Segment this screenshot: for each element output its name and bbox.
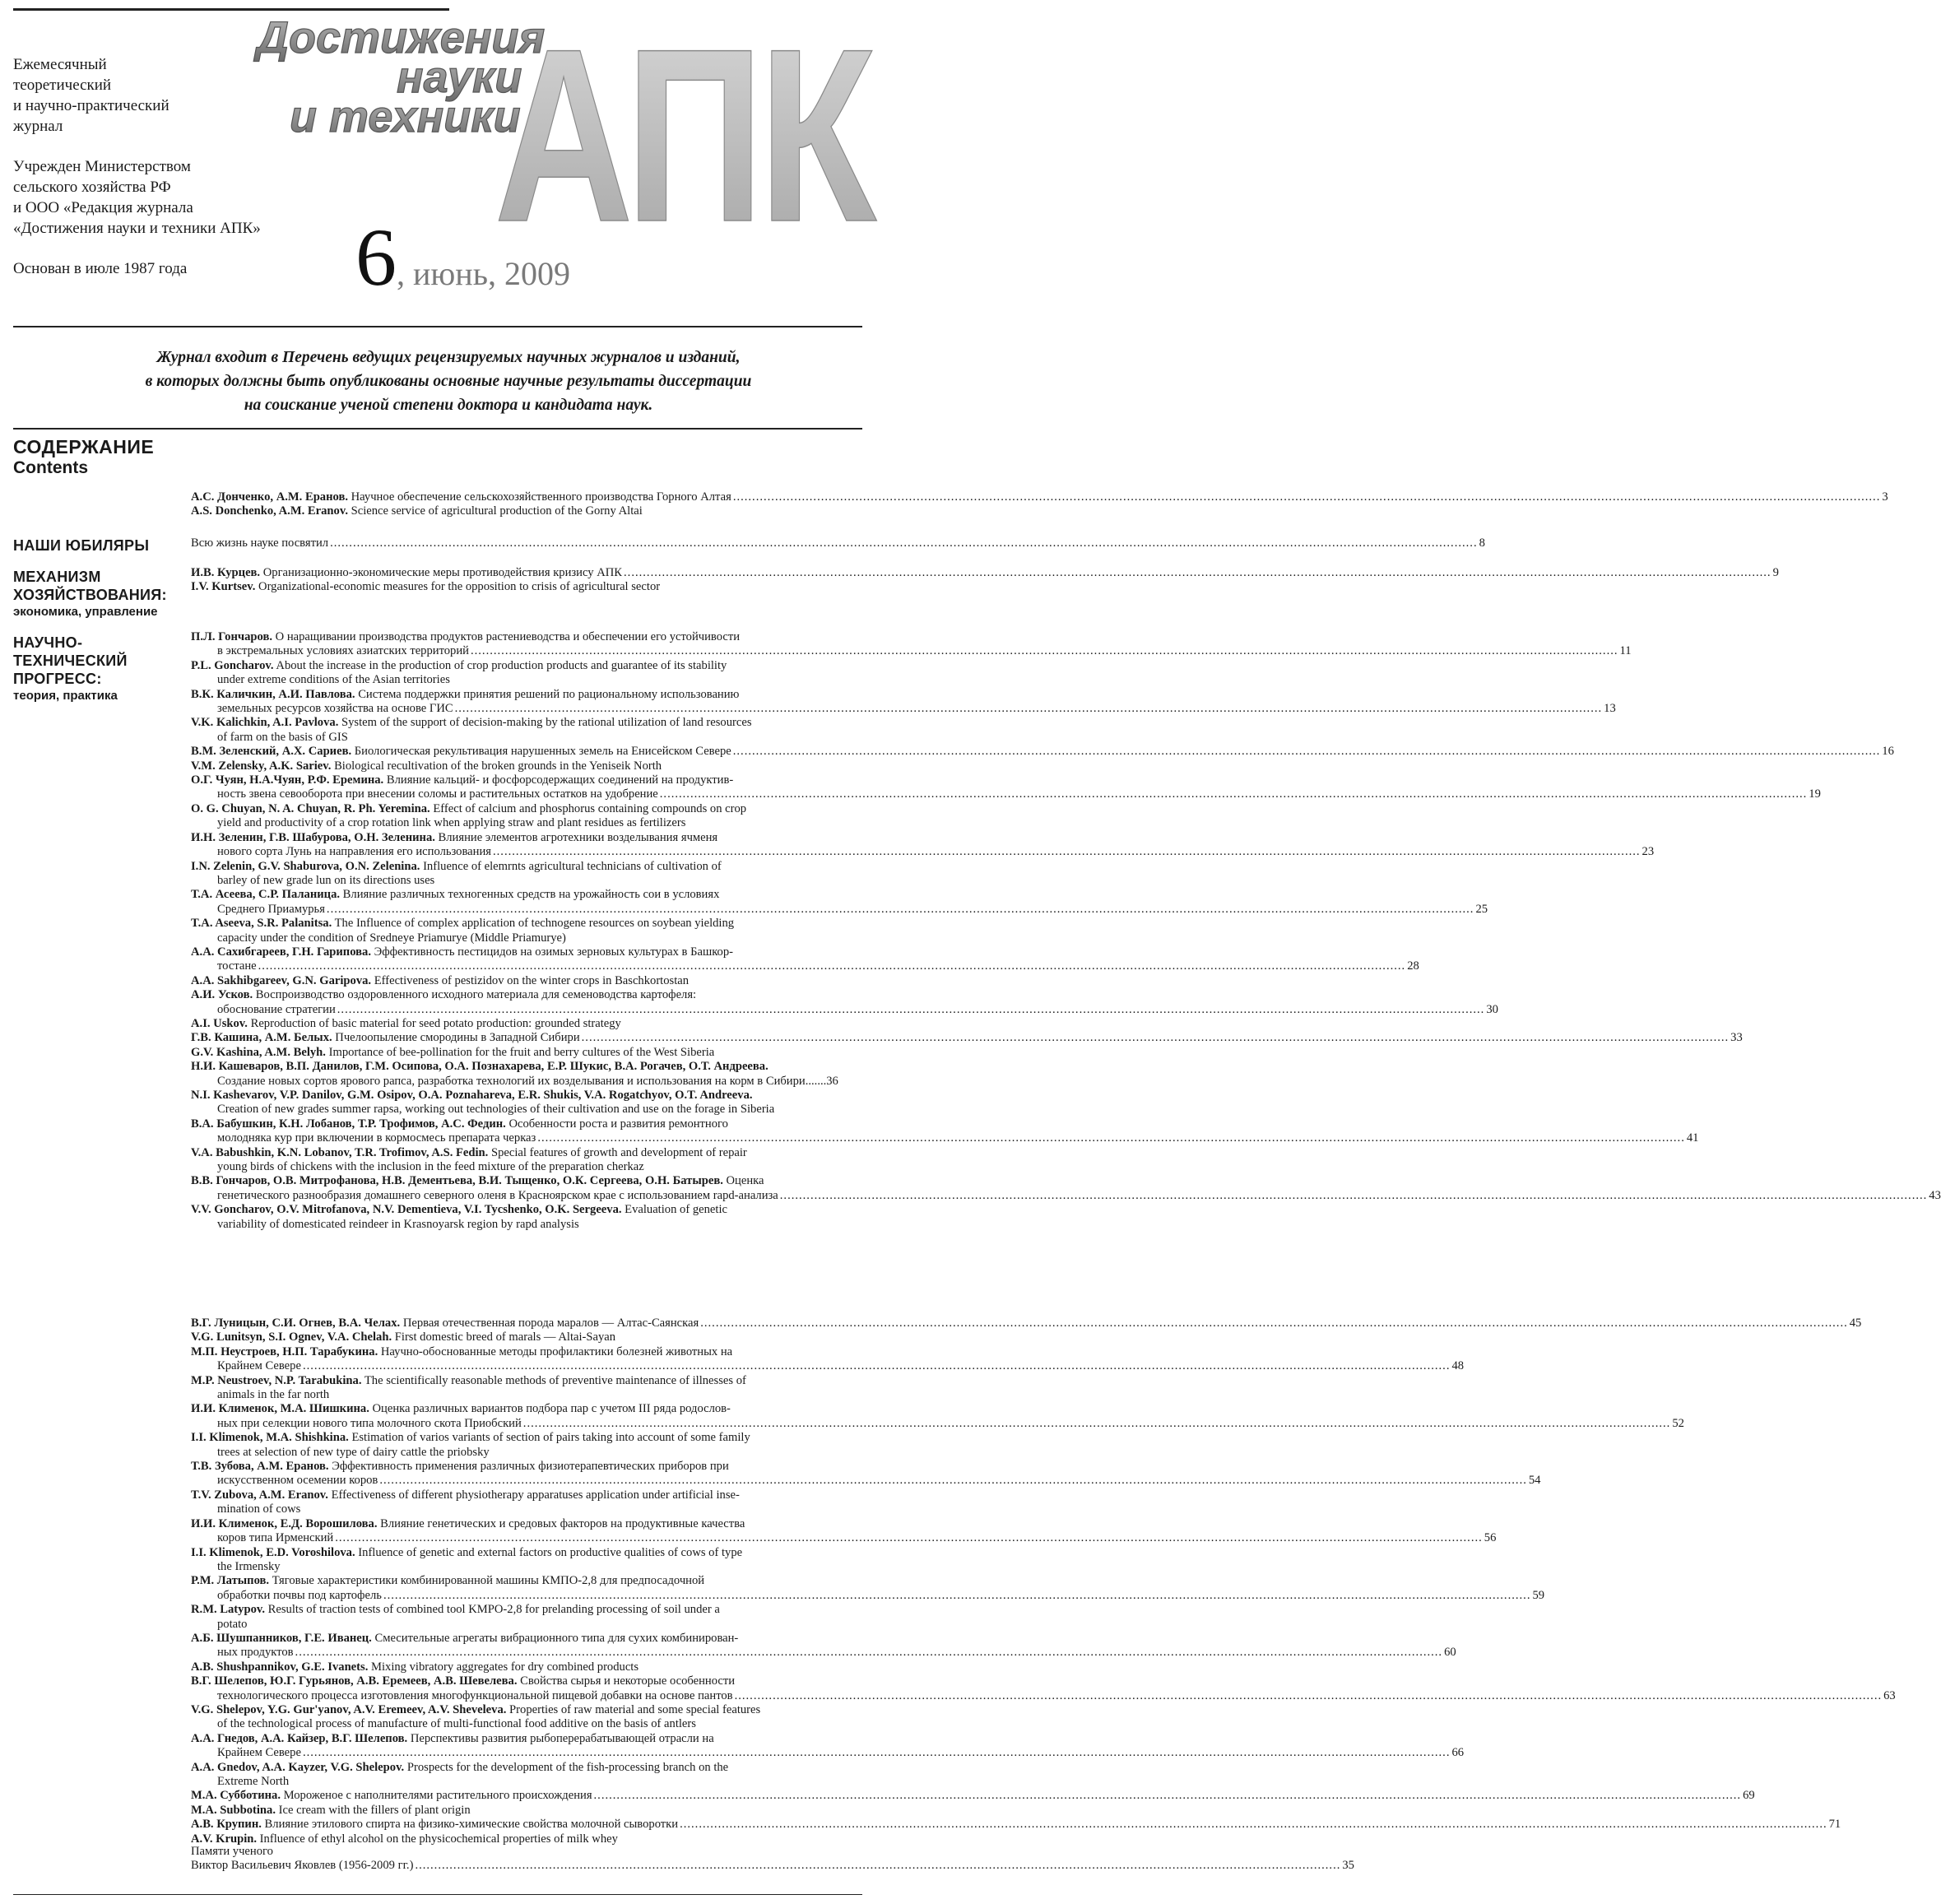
entry-title-en: Evaluation of genetic: [621, 1203, 727, 1217]
entry-authors: А.В. Крупин.: [191, 1818, 262, 1832]
toc-entry[interactable]: А.В. Крупин. Влияние этилового спирта на физико-химические свойства молочной сыворотки ............................................................................................................................................................................................................................................................................................................ 71 A.V. Krupin. Influence of ethyl alcohol on the physicochemical properties of milk whey: [191, 1818, 1841, 1846]
entry-title: Первая отечественная порода маралов — Алтас-Саянская: [400, 1317, 699, 1330]
masthead-line2: науки: [397, 53, 522, 102]
issue-info: [355, 210, 570, 304]
entry-title-en-cont: variability of domesticated reindeer in Krasnoyarsk region by rapd analysis: [217, 1217, 579, 1231]
entry-title-en: System of the support of decision-making by the rational utilization of land resources: [338, 716, 752, 730]
toc-entry[interactable]: Всю жизнь науке посвятил ............................................................................................................................................................................................................................................................................................................ 8: [191, 536, 1485, 550]
entry-page: 56: [1484, 1531, 1497, 1545]
entry-authors-en: A.B. Shushpannikov, G.E. Ivanets.: [191, 1660, 369, 1674]
entry-authors: О.Г. Чуян, Н.А.Чуян, Р.Ф. Еремина.: [191, 773, 384, 787]
entry-title-cont: в экстремальных условиях азиатских территорий: [217, 644, 469, 658]
entry-title-cont: тостане: [217, 959, 257, 973]
entry-title-cont: технологического процесса изготовления многофункциональной пищевой добавки на основе пантов: [217, 1688, 733, 1702]
entry-title-cont: обработки почвы под картофель: [217, 1588, 382, 1602]
toc-entry[interactable]: В.В. Гончаров, О.В. Митрофанова, Н.В. Дементьева, В.И. Тыщенко, О.К. Сергеева, О.Н. Батырев. Оценка генетического разнообразия домашнего северного оленя в Красноярском крае с использованием rapd-анализа ............................................................................................................................................................................................................................................................................................................ 43 V.V. Goncharov, O.V. Mitrofanova, N.V. Dementieva, V.I. Tycshenko, O.K. Sergeeva. Evaluation of genetic variability of domesticated reindeer in Krasnoyarsk region by rapd analysis: [191, 1174, 1941, 1231]
toc-entry[interactable]: Т.А. Асеева, С.Р. Паланица. Влияние различных техногенных средств на урожайность сои в условиях Среднего Приамурья ............................................................................................................................................................................................................................................................................................................ 25 T.A. Aseeva, S.R. Palanitsa. The Influence of complex application of technogene resources on soybean yielding capacity under the condition of Sredneye Priamurye (Middle Priamurye): [191, 888, 1488, 945]
toc-entry[interactable]: А.С. Донченко, А.М. Еранов. Научное обеспечение сельскохозяйственного производства Горного Алтая ............................................................................................................................................................................................................................................................................................................ 3 A.S. Donchenko, A.M. Eranov. Science service of agricultural production of the Gorny Altai: [191, 490, 1888, 518]
entry-title: Биологическая рекультивация нарушенных земель на Енисейском Севере: [351, 745, 731, 759]
entry-title-cont: Создание новых сортов ярового рапса, разработка технологий их возделывания и использования на корм в Сибири.......36: [217, 1074, 838, 1088]
toc-entry[interactable]: А.Б. Шушпанников, Г.Е. Иванец. Смесительные агрегаты вибрационного типа для сухих комбинирован- ных продуктов ............................................................................................................................................................................................................................................................................................................ 60 A.B. Shushpannikov, G.E. Ivanets. Mixing vibratory aggregates for dry combined products: [191, 1631, 1456, 1674]
entry-title: Научно-обоснованные методы профилактики болезней животных на: [378, 1344, 733, 1358]
entry-title-en-cont: mination of cows: [217, 1502, 301, 1516]
entry-authors: М.А. Субботина.: [191, 1789, 281, 1803]
entry-title-en: Influence of ethyl alcohol on the physicochemical properties of milk whey: [257, 1832, 618, 1846]
entry-title-en-cont: of farm on the basis of GIS: [217, 730, 348, 744]
entry-title-cont: молодняка кур при включении в кормосмесь препарата черказ: [217, 1131, 536, 1145]
entry-title-en: Influence of genetic and external factors on productive qualities of cows of type: [355, 1545, 743, 1559]
entry-title-en-cont: of the technological process of manufacture of multi-functional food additive on the basis of antlers: [217, 1717, 696, 1731]
entry-title-en: First domestic breed of marals — Altai-Sayan: [392, 1330, 616, 1344]
notice: Журнал входит в Перечень ведущих рецензируемых научных журналов и изданий, в которых должны быть опубликованы основные научные результаты диссертации на соискание ученой степени доктора и кандидата наук.: [145, 349, 752, 414]
divider: [13, 428, 862, 430]
entry-title-cont: земельных ресурсов хозяйства на основе ГИС: [217, 702, 453, 716]
entry-title-cont: генетического разнообразия домашнего северного оленя в Красноярском крае с использованием rapd-анализа: [217, 1188, 778, 1202]
entry-authors-en: M.P. Neustroev, N.P. Tarabukina.: [191, 1373, 362, 1387]
entry-title-en-cont: Extreme North: [217, 1775, 290, 1788]
entry-authors: А.С. Донченко, А.М. Еранов.: [191, 490, 348, 504]
toc-group-4: [191, 630, 1941, 1232]
entry-title-en: Mixing vibratory aggregates for dry combined products: [368, 1660, 639, 1674]
entry-title-en: The Influence of complex application of technogene resources on soybean yielding: [332, 917, 735, 931]
memorial-title: Памяти ученого: [191, 1845, 273, 1858]
founded-date: Основан в июле 1987 года: [13, 260, 188, 277]
entry-title-cont: Крайнем Севере: [217, 1359, 301, 1373]
entry-title-en: Effect of calcium and phosphorus containing compounds on crop: [430, 801, 747, 815]
entry-title-en-cont: capacity under the condition of Sredneye Priamurye (Middle Priamurye): [217, 931, 566, 945]
entry-title-en: Reproduction of basic material for seed potato production: grounded strategy: [247, 1016, 621, 1030]
entry-title-cont: нового сорта Лунь на направления его использования: [217, 845, 491, 859]
toc-entry[interactable]: М.П. Неустроев, Н.П. Тарабукина. Научно-обоснованные методы профилактики болезней животных на Крайнем Севере ............................................................................................................................................................................................................................................................................................................ 48 M.P. Neustroev, N.P. Tarabukina. The scientifically reasonable methods of preventive maintenance of illnesses of animals in the far north: [191, 1344, 1465, 1402]
contents-title-en: Contents: [13, 458, 88, 477]
entry-authors-en: I.V. Kurtsev.: [191, 580, 256, 594]
entry-authors-en: A.A. Gnedov, A.A. Kayzer, V.G. Shelepov.: [191, 1760, 405, 1774]
section-economics: МЕХАНИЗМ ХОЗЯЙСТВОВАНИЯ: экономика, управление: [13, 569, 167, 619]
entry-authors-en: V.M. Zelensky, A.K. Sariev.: [191, 759, 332, 773]
entry-authors-en: I.I. Klimenok, M.A. Shishkina.: [191, 1431, 349, 1445]
entry-title: Влияние различных техногенных средств на урожайность сои в условиях: [340, 888, 720, 902]
entry-title-en: Prospects for the development of the fish-processing branch on the: [404, 1760, 729, 1774]
entry-title: Пчелоопыление смородины в Западной Сибири: [332, 1031, 580, 1045]
entry-authors: Р.М. Латыпов.: [191, 1574, 270, 1588]
entry-authors: И.И. Клименок, М.А. Шишкина.: [191, 1402, 369, 1416]
toc-entry[interactable]: И.В. Курцев. Организационно-экономические меры противодействия кризису АПК ............................................................................................................................................................................................................................................................................................................ 9 I.V. Kurtsev. Organizational-economic measures for the opposition to crisis of agricultural sector: [191, 566, 1779, 594]
entry-authors: И.И. Клименок, Е.Д. Ворошилова.: [191, 1516, 378, 1530]
founder-info: Учрежден Министерством сельского хозяйства РФ и ООО «Редакция журнала «Достижения науки и техники АПК»: [13, 158, 261, 237]
issue-date: , июнь, 2009: [397, 255, 570, 292]
toc-entry[interactable]: А.А. Сахибгареев, Г.Н. Гарипова. Эффективность пестицидов на озимых зерновых культурах в Башкор- тостане ............................................................................................................................................................................................................................................................................................................ 28 A.A. Sakhibgareev, G.N. Garipova. Effectiveness of pestizidov on the winter crops in Baschkortostan: [191, 945, 1419, 987]
toc-entry[interactable]: И.И. Клименок, М.А. Шишкина. Оценка различных вариантов подбора пар с учетом III ряда родослов- ных при селекции нового типа молочного скота Приобский ............................................................................................................................................................................................................................................................................................................ 52 I.I. Klimenok, M.A. Shishkina. Estimation of varios variants of section of pairs taking into account of some family trees at selection of new type of dairy cattle the priobsky: [191, 1402, 1684, 1459]
section-jubilees: НАШИ ЮБИЛЯРЫ: [13, 537, 150, 554]
entry-authors: И.В. Курцев.: [191, 566, 261, 579]
entry-authors: В.Г. Луницын, С.И. Огнев, В.А. Челах.: [191, 1317, 401, 1330]
toc-entry[interactable]: А.И. Усков. Воспроизводство оздоровленного исходного материала для семеноводства картофеля: обоснование стратегии ............................................................................................................................................................................................................................................................................................................ 30 A.I. Uskov. Reproduction of basic material for seed potato production: grounded strategy: [191, 988, 1498, 1030]
toc-entry[interactable]: [191, 1060, 859, 1117]
entry-authors-en: T.A. Aseeva, S.R. Palanitsa.: [191, 917, 332, 931]
entry-page: 59: [1532, 1588, 1545, 1602]
toc-entry[interactable]: В.Г. Луницын, С.И. Огнев, В.А. Челах. Первая отечественная порода маралов — Алтас-Саянская ............................................................................................................................................................................................................................................................................................................ 45 V.G. Lunitsyn, S.I. Ognev, V.A. Chelah. First domestic breed of marals — Altai-Sayan: [191, 1317, 1862, 1344]
entry-title: Смесительные агрегаты вибрационного типа для сухих комбинирован-: [371, 1631, 739, 1645]
entry-title: Особенности роста и развития ремонтного: [505, 1117, 728, 1131]
entry-page: 63: [1883, 1688, 1896, 1702]
entry-authors-en: R.M. Latypov.: [191, 1603, 265, 1617]
entry-title: Влияние генетических и средовых факторов на продуктивные качества: [377, 1516, 745, 1530]
entry-authors: П.Л. Гончаров.: [191, 630, 272, 643]
entry-title-en: Special features of growth and development of repair: [488, 1145, 747, 1159]
entry-page: 3: [1882, 490, 1888, 504]
bottom-rule: [13, 1894, 862, 1895]
contents-heading: [13, 436, 154, 478]
toc-entry[interactable]: И.Н. Зеленин, Г.В. Шабурова, О.Н. Зеленина. Влияние элементов агротехники возделывания ячменя нового сорта Лунь на направления его использования ............................................................................................................................................................................................................................................................................................................ 23 I.N. Zelenin, G.V. Shaburova, O.N. Zelenina. Influence of elemrnts agricultural technicians of cultivation of barley of new grade lun on its directions uses: [191, 830, 1655, 887]
entry-title-cont: ных продуктов: [217, 1646, 294, 1660]
entry-title-en-cont: yield and productivity of a crop rotation link when applying straw and plant residues as fertilizers: [217, 816, 686, 830]
entry-authors: В.Г. Шелепов, Ю.Г. Гурьянов, А.В. Еремеев, А.В. Шевелева.: [191, 1674, 518, 1688]
entry-title-en-cont: young birds of chickens with the inclusion in the feed mixture of the preparation cherkaz: [217, 1160, 644, 1174]
entry-authors-en: V.G. Lunitsyn, S.I. Ognev, V.A. Chelah.: [191, 1330, 392, 1344]
entry-title-en: Biological recultivation of the broken grounds in the Yeniseik North: [331, 759, 662, 773]
entry-title-en-cont: under extreme conditions of the Asian territories: [217, 673, 450, 687]
section-scientific-progress: НАУЧНО- ТЕХНИЧЕСКИЙ ПРОГРЕСС: теория, практика: [13, 634, 128, 703]
entry-title: Воспроизводство оздоровленного исходного материала для семеноводства картофеля:: [253, 988, 697, 1002]
entry-page: 8: [1479, 536, 1485, 550]
entry-title-cont: ность звена севооборота при внесении соломы и растительных остатков на удобрение: [217, 787, 658, 801]
entry-authors: В.А. Бабушкин, К.Н. Лобанов, Т.Р. Трофимов, А.С. Федин.: [191, 1117, 506, 1131]
entry-title-cont: искусственном осемении коров: [217, 1474, 378, 1488]
entry-authors-en: A.S. Donchenko, A.M. Eranov.: [191, 504, 348, 518]
entry-authors: Г.В. Кашина, А.М. Белых.: [191, 1031, 332, 1045]
entry-title-en: The scientifically reasonable methods of preventive maintenance of illnesses of: [361, 1373, 746, 1387]
entry-page: 23: [1641, 845, 1655, 859]
entry-page: 52: [1672, 1416, 1684, 1430]
divider: [13, 326, 862, 327]
memorial-text: Виктор Васильевич Яковлев (1956-2009 гг.): [191, 1859, 414, 1873]
entry-authors-en: A.V. Krupin.: [191, 1832, 258, 1846]
entry-title: Оценка различных вариантов подбора пар с учетом III ряда родослов-: [369, 1402, 731, 1416]
entry-authors: В.К. Каличкин, А.И. Павлова.: [191, 687, 355, 701]
entry-authors: А.А. Сахибгареев, Г.Н. Гарипова.: [191, 945, 371, 959]
entry-authors: А.И. Усков.: [191, 988, 253, 1002]
journal-type: Ежемесячный теоретический и научно-практический журнал: [13, 56, 169, 135]
entry-title-en: Effectiveness of different physiotherapy apparatuses application under artificial inse-: [327, 1488, 740, 1502]
entry-title-en: Effectiveness of pestizidov on the winter crops in Baschkortostan: [371, 973, 690, 987]
entry-page: 43: [1929, 1188, 1941, 1202]
entry-page: 69: [1743, 1789, 1755, 1803]
entry-page: 60: [1444, 1646, 1456, 1660]
toc-entry[interactable]: А.А. Гнедов, А.А. Кайзер, В.Г. Шелепов. Перспективы развития рыбоперерабатывающей отрасли на Крайнем Севере ............................................................................................................................................................................................................................................................................................................ 66 A.A. Gnedov, A.A. Kayzer, V.G. Shelepov. Prospects for the development of the fish-processing branch on the Extreme North: [191, 1731, 1465, 1788]
entry-title-en: Influence of elemrnts agricultural technicians of cultivation of: [420, 859, 722, 873]
entry-title-en: Estimation of varios variants of section of pairs taking into account of some family: [348, 1431, 750, 1445]
entry-authors-en: A.A. Sakhibgareev, G.N. Garipova.: [191, 973, 372, 987]
entry-title: Оценка: [722, 1174, 764, 1188]
entry-authors-en: P.L. Goncharov.: [191, 658, 274, 672]
toc-entry[interactable]: Р.М. Латыпов. Тяговые характеристики комбинированной машины КМПО-2,8 для предпосадочной обработки почвы под картофель ............................................................................................................................................................................................................................................................................................................ 59 R.M. Latypov. Results of traction tests of combined tool KMPO-2,8 for prelanding processing of soil under a potato: [191, 1574, 1545, 1631]
entry-title-cont: обоснование стратегии: [217, 1002, 336, 1016]
memorial-page: 35: [1342, 1859, 1354, 1873]
entry-page: 13: [1604, 702, 1616, 716]
entry-authors-en: I.I. Klimenok, E.D. Voroshilova.: [191, 1545, 355, 1559]
entry-title-en-cont: Creation of new grades summer rapsa, working out technologies of their cultivation and use on the forage in Siberia: [217, 1103, 775, 1117]
entry-title-cont: ных при селекции нового типа молочного скота Приобский: [217, 1416, 522, 1430]
entry-page: 19: [1809, 787, 1821, 801]
entry-title-en-cont: barley of new grade lun on its directions uses: [217, 873, 435, 887]
entry-title: Организационно-экономические меры противодействия кризису АПК: [260, 566, 623, 579]
entry-title-en: Properties of raw material and some special features: [506, 1702, 761, 1716]
entry-title-cont: Среднего Приамурья: [217, 902, 325, 916]
toc-entry[interactable]: В.К. Каличкин, А.И. Павлова. Система поддержки принятия решений по рациональному использованию земельных ресурсов хозяйства на основе ГИС ............................................................................................................................................................................................................................................................................................................ 13 V.K. Kalichkin, A.I. Pavlova. System of the support of decision-making by the rational utilization of land resources of farm on the basis of GIS: [191, 687, 1616, 744]
entry-authors-en: O. G. Chuyan, N. A. Chuyan, R. Ph. Yeremina.: [191, 801, 430, 815]
masthead-apk: АПК: [494, 0, 871, 274]
entry-title-en: Ice cream with the fillers of plant origin: [276, 1803, 471, 1817]
entry-title: Перспективы развития рыбоперерабатывающей отрасли на: [407, 1731, 714, 1745]
entry-title: Тяговые характеристики комбинированной машины КМПО-2,8 для предпосадочной: [269, 1574, 705, 1588]
entry-title-en-cont: animals in the far north: [217, 1388, 330, 1402]
entry-page: 48: [1451, 1359, 1465, 1373]
entry-authors-en: V.G. Shelepov, Y.G. Gur'yanov, A.V. Eremeev, A.V. Sheveleva.: [191, 1702, 507, 1716]
toc-group-1: [191, 490, 1888, 519]
entry-title: Влияние элементов агротехники возделывания ячменя: [434, 830, 718, 844]
entry-title: О наращивании производства продуктов растениеводства и обеспечении его устойчивости: [272, 630, 741, 643]
toc-entry[interactable]: В.Г. Шелепов, Ю.Г. Гурьянов, А.В. Еремеев, А.В. Шевелева. Свойства сырья и некоторые особенности технологического процесса изготовления многофункциональной пищевой добавки на основе пантов ............................................................................................................................................................................................................................................................................................................ 63 V.G. Shelepov, Y.G. Gur'yanov, A.V. Eremeev, A.V. Sheveleva. Properties of raw material and some special features of the technological process of manufacture of multi-functional food additive on the basis of antlers: [191, 1674, 1896, 1731]
entry-title-en-cont: potato: [217, 1617, 248, 1631]
toc-entry[interactable]: П.Л. Гончаров. О наращивании производства продуктов растениеводства и обеспечении его устойчивости в экстремальных условиях азиатских территорий ............................................................................................................................................................................................................................................................................................................ 11 P.L. Goncharov. About the increase in the production of crop production products and guarantee of its stability under extreme conditions of the Asian territories: [191, 630, 1632, 687]
entry-authors: В.М. Зеленский, А.Х. Сариев.: [191, 745, 352, 759]
entry-title-en: About the increase in the production of crop production products and guarantee of its stability: [273, 658, 727, 672]
entry-title: Свойства сырья и некоторые особенности: [517, 1674, 736, 1688]
entry-title: Эффективность пестицидов на озимых зерновых культурах в Башкор-: [370, 945, 733, 959]
entry-title-cont: коров типа Ирменский: [217, 1531, 334, 1545]
toc-entry[interactable]: В.А. Бабушкин, К.Н. Лобанов, Т.Р. Трофимов, А.С. Федин. Особенности роста и развития ремонтного молодняка кур при включении в кормосмесь препарата черказ ............................................................................................................................................................................................................................................................................................................ 41 V.A. Babushkin, K.N. Lobanov, T.R. Trofimov, A.S. Fedin. Special features of growth and development of repair young birds of chickens with the inclusion in the feed mixture of the preparation cherkaz: [191, 1117, 1699, 1174]
entry-authors: В.В. Гончаров, О.В. Митрофанова, Н.В. Дементьева, В.И. Тыщенко, О.К. Сергеева, О.Н. Батырев.: [191, 1174, 723, 1188]
entry-page: 33: [1730, 1031, 1743, 1045]
toc-entry[interactable]: И.И. Клименок, Е.Д. Ворошилова. Влияние генетических и средовых факторов на продуктивные качества коров типа Ирменский ............................................................................................................................................................................................................................................................................................................ 56 I.I. Klimenok, E.D. Voroshilova. Influence of genetic and external factors on productive qualities of cows of type the Irmensky: [191, 1516, 1497, 1573]
toc-entry[interactable]: М.А. Субботина. Мороженое с наполнителями растительного происхождения ............................................................................................................................................................................................................................................................................................................ 69 M.A. Subbotina. Ice cream with the fillers of plant origin: [191, 1789, 1755, 1817]
entry-title-cont: Крайнем Севере: [217, 1746, 301, 1760]
entry-title-en: Organizational-economic measures for the opposition to crisis of agricultural sector: [255, 580, 661, 594]
entry-authors-en: G.V. Kashina, A.M. Belyh.: [191, 1045, 326, 1059]
entry-title-en: Results of traction tests of combined tool KMPO-2,8 for prelanding processing of soil under a: [265, 1603, 720, 1617]
entry-authors-en: A.I. Uskov.: [191, 1016, 248, 1030]
entry-authors: Н.И. Кашеваров, В.П. Данилов, Г.М. Осипова, О.А. Познахарева, Е.Р. Шукис, В.А. Рогачев, О.Т. Андреева.: [191, 1060, 769, 1074]
entry-page: 9: [1772, 566, 1779, 579]
entry-authors-en: M.A. Subbotina.: [191, 1803, 276, 1817]
entry-authors: Т.А. Асеева, С.Р. Паланица.: [191, 888, 341, 902]
entry-authors-en: N.I. Kashevarov, V.P. Danilov, G.M. Osipov, O.A. Poznahareva, E.R. Shukis, V.A. Rogatchyov, O.T. Andreeva.: [191, 1089, 753, 1102]
toc-group-2: [191, 536, 1485, 550]
memorial-entry: Памяти ученого Виктор Васильевич Яковлев (1956-2009 гг.) .................................................................................................................................................................................................................................................. 35: [191, 1845, 1354, 1873]
entry-title: Научное обеспечение сельскохозяйственного производства Горного Алтая: [347, 490, 731, 504]
entry-page: 16: [1882, 745, 1894, 759]
entry-authors-en: I.N. Zelenin, G.V. Shaburova, O.N. Zelenina.: [191, 859, 420, 873]
entry-title: Мороженое с наполнителями растительного происхождения: [280, 1789, 592, 1803]
entry-title: Влияние этилового спирта на физико-химические свойства молочной сыворотки: [261, 1818, 679, 1832]
toc-group-3: [191, 566, 1779, 595]
entry-title: Эффективность применения различных физиотерапевтических приборов при: [328, 1460, 729, 1474]
toc-entry[interactable]: Т.В. Зубова, А.М. Еранов. Эффективность применения различных физиотерапевтических приборов при искусственном осемении коров ............................................................................................................................................................................................................................................................................................................ 54 T.V. Zubova, A.M. Eranov. Effectiveness of different physiotherapy apparatuses application under artificial inse- mination of cows: [191, 1460, 1541, 1516]
entry-authors-en: V.V. Goncharov, O.V. Mitrofanova, N.V. Dementieva, V.I. Tycshenko, O.K. Sergeeva.: [191, 1203, 622, 1217]
entry-title: Всю жизнь науке посвятил: [191, 536, 329, 550]
entry-page: 45: [1849, 1317, 1862, 1330]
entry-authors: И.Н. Зеленин, Г.В. Шабурова, О.Н. Зеленина.: [191, 830, 435, 844]
entry-page: 30: [1486, 1002, 1498, 1016]
issue-number: 6: [355, 211, 397, 303]
entry-page: 66: [1451, 1746, 1465, 1760]
entry-title-en: Science service of agricultural production of the Gorny Altai: [347, 504, 643, 518]
toc-entry[interactable]: В.М. Зеленский, А.Х. Сариев. Биологическая рекультивация нарушенных земель на Енисейском Севере ............................................................................................................................................................................................................................................................................................................ 16 V.M. Zelensky, A.K. Sariev. Biological recultivation of the broken grounds in the Yeniseik North: [191, 745, 1894, 773]
contents-title-ru: СОДЕРЖАНИЕ: [13, 436, 155, 457]
entry-authors: Т.В. Зубова, А.М. Еранов.: [191, 1460, 329, 1474]
entry-page: 54: [1528, 1474, 1541, 1488]
entry-authors-en: T.V. Zubova, A.M. Eranov.: [191, 1488, 328, 1502]
entry-page: 41: [1686, 1131, 1699, 1145]
entry-title: Система поддержки принятия решений по рациональному использованию: [355, 687, 740, 701]
entry-title-en-cont: trees at selection of new type of dairy cattle the priobsky: [217, 1445, 490, 1459]
entry-authors-en: V.A. Babushkin, K.N. Lobanov, T.R. Trofimov, A.S. Fedin.: [191, 1145, 489, 1159]
entry-page: 25: [1475, 902, 1488, 916]
entry-page: 28: [1407, 959, 1419, 973]
entry-authors: А.Б. Шушпанников, Г.Е. Иванец.: [191, 1631, 372, 1645]
entry-title-en: Importance of bee-pollination for the fruit and berry cultures of the West Siberia: [325, 1045, 715, 1059]
masthead-line1: Достижения: [257, 13, 546, 63]
masthead-line3: и техники: [290, 92, 521, 142]
entry-authors-en: V.K. Kalichkin, A.I. Pavlova.: [191, 716, 339, 730]
entry-title-en-cont: the Irmensky: [217, 1559, 281, 1573]
entry-authors: А.А. Гнедов, А.А. Кайзер, В.Г. Шелепов.: [191, 1731, 408, 1745]
entry-page: 71: [1828, 1818, 1841, 1832]
toc-entry[interactable]: Г.В. Кашина, А.М. Белых. Пчелоопыление смородины в Западной Сибири ............................................................................................................................................................................................................................................................................................................ 33 G.V. Kashina, A.M. Belyh. Importance of bee-pollination for the fruit and berry cultures of the West Siberia: [191, 1031, 1743, 1059]
entry-title: Влияние кальций- и фосфорсодержащих соединений на продуктив-: [383, 773, 734, 787]
toc-entry[interactable]: О.Г. Чуян, Н.А.Чуян, Р.Ф. Еремина. Влияние кальций- и фосфорсодержащих соединений на продуктив- ность звена севооборота при внесении соломы и растительных остатков на удобрение ............................................................................................................................................................................................................................................................................................................ 19 O. G. Chuyan, N. A. Chuyan, R. Ph. Yeremina. Effect of calcium and phosphorus containing compounds on crop yield and productivity of a crop rotation link when applying straw and plant residues as fertilizers: [191, 773, 1821, 830]
toc-group-5: [191, 1317, 1896, 1846]
entry-authors: М.П. Неустроев, Н.П. Тарабукина.: [191, 1344, 378, 1358]
entry-page: 11: [1619, 644, 1632, 658]
